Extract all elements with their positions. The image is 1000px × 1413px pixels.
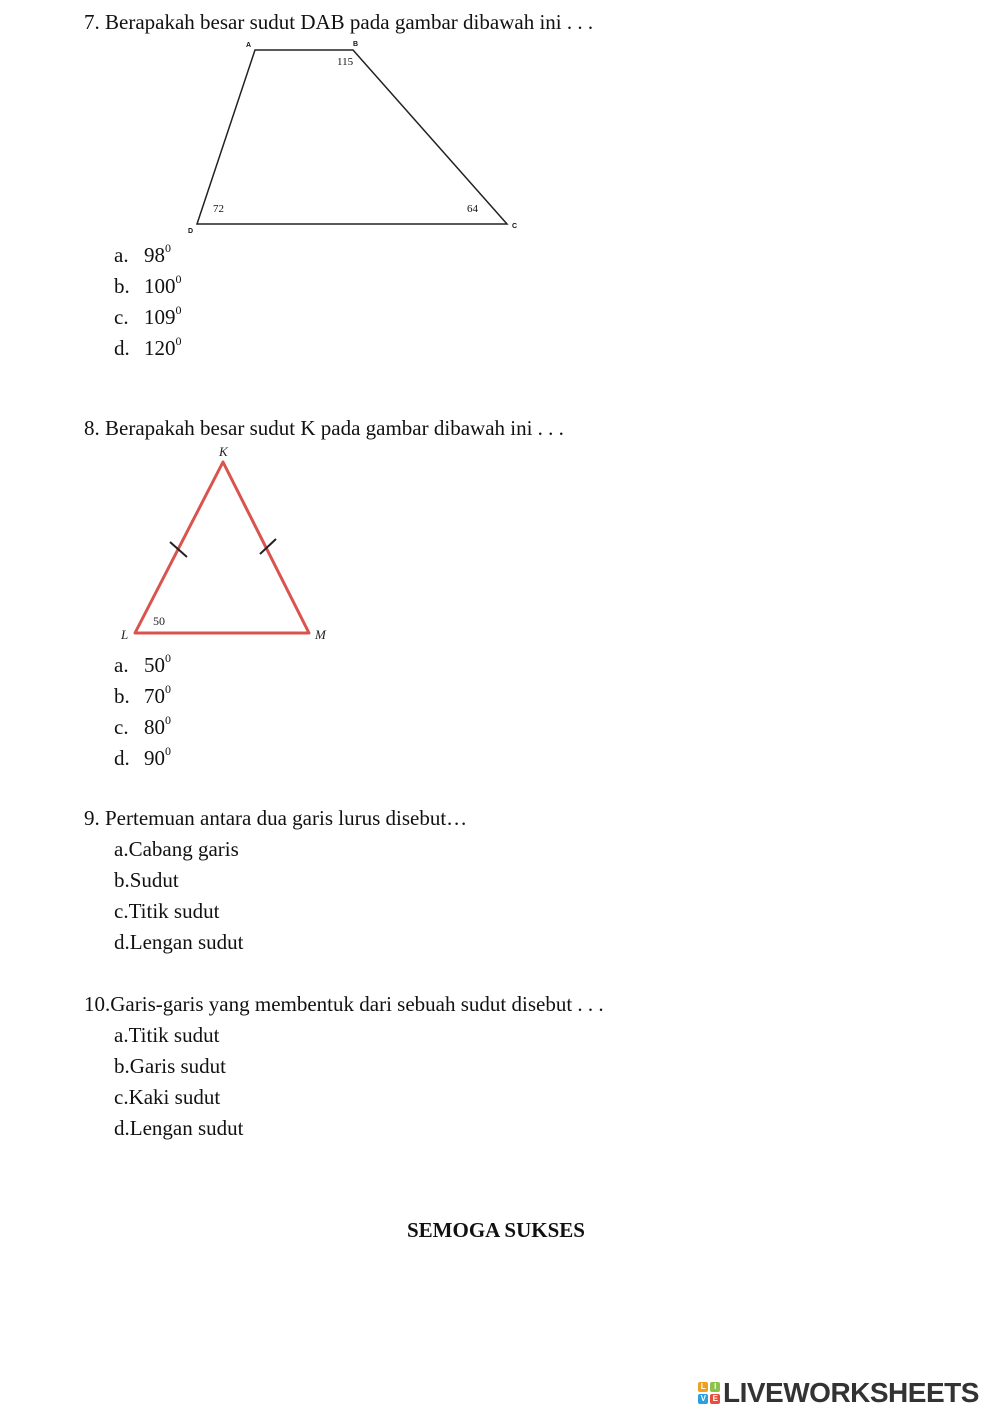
angle-label-d: 72 [213, 203, 224, 215]
vertex-label-a: A [246, 42, 252, 49]
option-value: 80 [144, 715, 165, 739]
option-letter: a. [114, 653, 129, 677]
degree-superscript: 0 [165, 241, 171, 255]
option-value: 109 [144, 305, 176, 329]
degree-superscript: 0 [165, 744, 171, 758]
option-10a[interactable]: a.Titik sudut [114, 1023, 220, 1047]
option-7d[interactable] [114, 336, 182, 360]
closing-message: SEMOGA SUKSES [407, 1218, 585, 1242]
option-letter: b. [114, 684, 130, 708]
option-letter: b. [114, 274, 130, 298]
option-value: 120 [144, 336, 176, 360]
logo-tile-l: L [698, 1382, 708, 1392]
question-9-text: 9. Pertemuan antara dua garis lurus disebut… [84, 806, 468, 830]
vertex-label-m: M [315, 627, 326, 642]
option-value: 70 [144, 684, 165, 708]
vertex-label-l: L [121, 627, 129, 642]
angle-label-b: 115 [337, 56, 354, 68]
option-letter: c. [114, 715, 129, 739]
logo-tile-i: I [710, 1382, 720, 1392]
trapezoid-figure [180, 36, 530, 236]
option-8b[interactable] [114, 684, 171, 708]
liveworksheets-watermark[interactable] [698, 1378, 979, 1408]
degree-superscript: 0 [165, 682, 171, 696]
option-10b[interactable]: b.Garis sudut [114, 1054, 226, 1078]
option-value: 98 [144, 243, 165, 267]
triangle-figure [110, 440, 340, 650]
watermark-text: LIVEWORKSHEETS [723, 1377, 979, 1408]
degree-superscript: 0 [165, 651, 171, 665]
vertex-label-c: C [512, 223, 518, 230]
vertex-label-d: D [188, 228, 194, 235]
option-7b[interactable] [114, 274, 182, 298]
triangle-shape [135, 462, 309, 633]
option-9c[interactable]: c.Titik sudut [114, 899, 220, 923]
option-letter: c. [114, 305, 129, 329]
question-10-text: 10.Garis-garis yang membentuk dari sebuah sudut disebut . . . [84, 992, 604, 1016]
vertex-label-b: B [353, 41, 359, 48]
angle-label-c: 64 [467, 203, 478, 215]
degree-superscript: 0 [175, 272, 182, 286]
option-8a[interactable] [114, 653, 171, 677]
option-value: 90 [144, 746, 165, 770]
degree-superscript: 0 [165, 713, 171, 727]
option-value: 50 [144, 653, 165, 677]
vertex-label-k: K [219, 444, 228, 459]
liveworksheets-logo-icon [698, 1382, 720, 1404]
option-letter: d. [114, 746, 130, 770]
option-letter: a. [114, 243, 129, 267]
logo-tile-v: V [698, 1394, 708, 1404]
option-7c[interactable] [114, 305, 182, 329]
option-8d[interactable] [114, 746, 171, 770]
option-10d[interactable]: d.Lengan sudut [114, 1116, 244, 1140]
option-8c[interactable] [114, 715, 171, 739]
option-9b[interactable]: b.Sudut [114, 868, 179, 892]
trapezoid-shape [197, 50, 507, 224]
option-9d[interactable]: d.Lengan sudut [114, 930, 244, 954]
degree-superscript: 0 [175, 303, 182, 317]
question-7-text: 7. Berapakah besar sudut DAB pada gambar dibawah ini . . . [84, 10, 594, 34]
option-letter: d. [114, 336, 130, 360]
option-9a[interactable]: a.Cabang garis [114, 837, 239, 861]
logo-tile-e: E [710, 1394, 720, 1404]
degree-superscript: 0 [175, 334, 182, 348]
option-value: 100 [144, 274, 176, 298]
angle-label-l: 50 [153, 614, 165, 628]
option-10c[interactable]: c.Kaki sudut [114, 1085, 221, 1109]
question-8-text: 8. Berapakah besar sudut K pada gambar dibawah ini . . . [84, 416, 564, 440]
tick-mark-left [170, 542, 187, 557]
option-7a[interactable] [114, 243, 171, 267]
